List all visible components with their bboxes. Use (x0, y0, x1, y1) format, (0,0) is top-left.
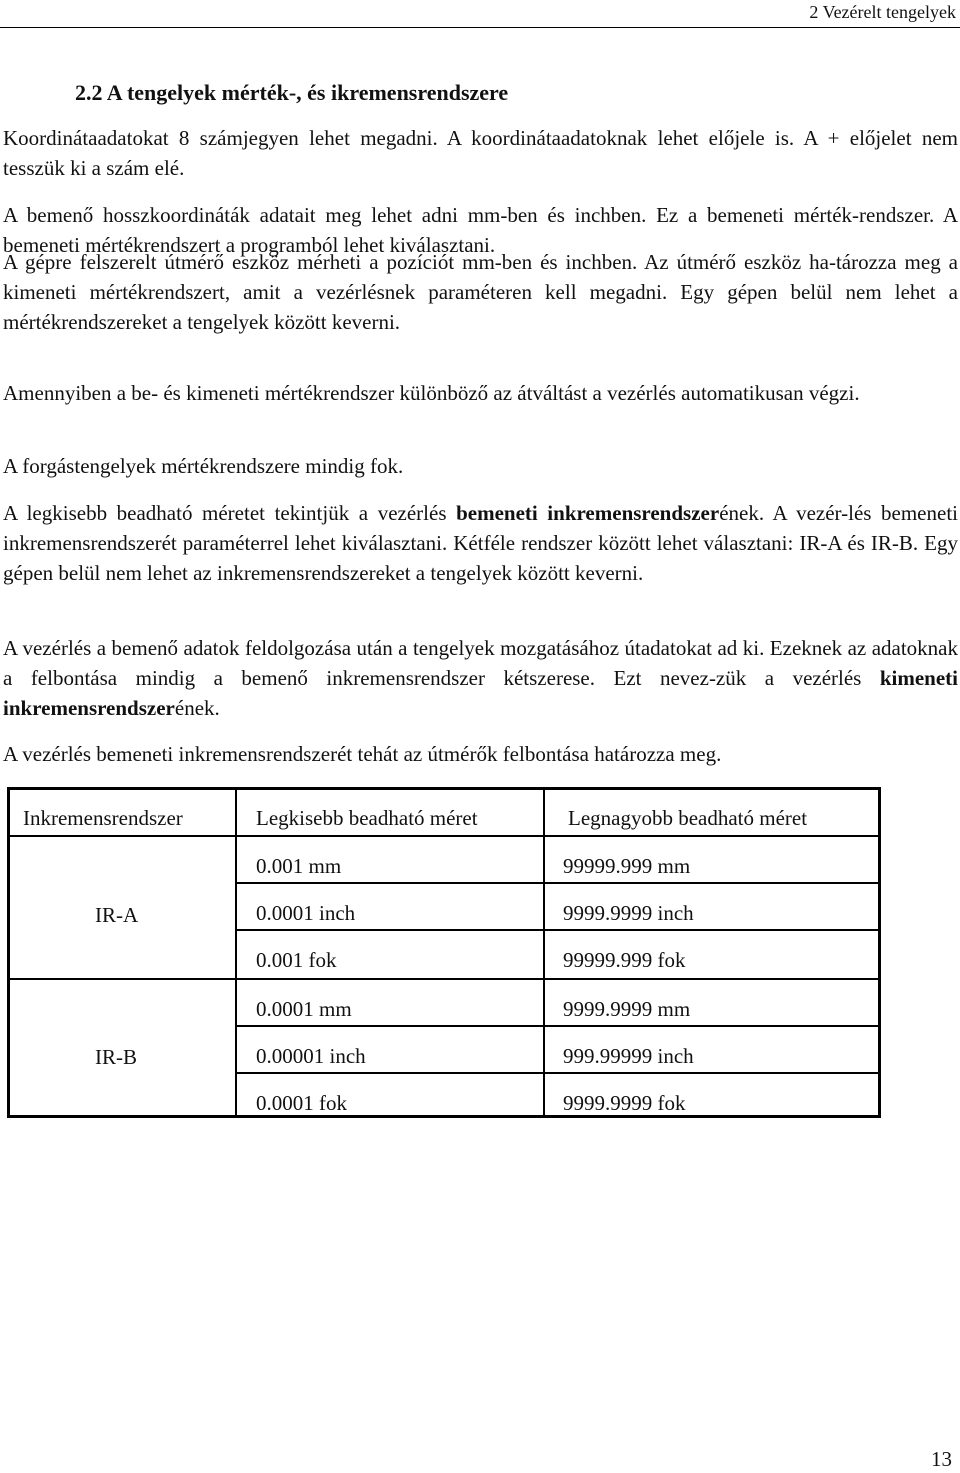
paragraph-output-units: A gépre felszerelt útmérő eszköz mérheti a pozíciót mm-ben és inchben. Az útmérő eszköz ha-tározza meg a kimeneti mértékrendszert, amit a vezérlésnek paraméteren kell megadni. Egy gépen belül nem lehet a mértékrendszereket a tengelyek között keverni. (3, 250, 958, 334)
paragraph-input-increment: A legkisebb beadható méretet tekintjük a vezérlés bemeneti inkremensrendszerének. A vezér-lés bemeneti inkremensrendszerét paraméterrel lehet kiválasztani. Kétféle rendszer között lehet választani: IR-A és IR-B. Egy gépen belül nem lehet az inkremensrendszereket a tengelyek között keverni. (3, 501, 958, 585)
paragraph-coordinate-digits: Koordinátaadatokat 8 számjegyen lehet megadni. A koordinátaadatoknak lehet előjele is. A + előjelet nem tesszük ki a szám elé. (3, 126, 958, 180)
paragraph-input-units: A bemenő hosszkoordináták adatait meg lehet adni mm-ben és inchben. Ez a bemeneti mérték-rendszer. A bemeneti mértékrendszert a programból lehet kiválasztani. (3, 203, 958, 257)
column-divider (235, 790, 237, 1115)
table-cell: 0.0001 mm (256, 997, 352, 1021)
term-input-increment: bemeneti inkremensrendszer (456, 501, 720, 525)
table-cell: 9999.9999 inch (563, 901, 694, 925)
table-cell: 0.001 mm (256, 854, 342, 878)
table-cell: 99999.999 fok (563, 948, 686, 972)
row-divider (235, 929, 878, 931)
header-min-value: Legkisebb beadható méret (256, 806, 478, 830)
system-ir-b: IR-B (95, 1045, 137, 1069)
row-divider (235, 1025, 878, 1027)
increment-system-table (7, 787, 881, 1118)
paragraph-resolution: A vezérlés bemeneti inkremensrendszerét tehát az útmérők felbontása határozza meg. (3, 742, 722, 766)
paragraph-rotary-axes: A forgástengelyek mértékrendszere mindig fok. (3, 454, 404, 478)
row-divider (235, 1072, 878, 1074)
system-ir-a: IR-A (95, 903, 139, 927)
group-divider (10, 978, 878, 980)
section-title: 2.2 A tengelyek mérték-, és ikremensrendszere (75, 80, 509, 105)
table-cell: 0.0001 fok (256, 1091, 347, 1115)
header-max-value: Legnagyobb beadható méret (568, 806, 808, 830)
header-increment-system: Inkremensrendszer (23, 806, 183, 830)
term-output-increment: kimeneti inkremensrendszer (3, 666, 958, 720)
table-cell: 999.99999 inch (563, 1044, 694, 1068)
paragraph-output-increment: A vezérlés a bemenő adatok feldolgozása után a tengelyek mozgatásához útadatokat ad ki. Ezeknek az adatoknak a felbontása mindig a bemenő inkremensrendszer kétszerese. Ezt nevez-zük a vezérlés kimeneti inkremensrendszerének. (3, 636, 958, 720)
row-divider (235, 882, 878, 884)
table-cell: 0.00001 inch (256, 1044, 366, 1068)
page-number: 13 (931, 1447, 952, 1471)
table-cell: 0.0001 inch (256, 901, 356, 925)
table-cell: 9999.9999 fok (563, 1091, 686, 1115)
header-rule (0, 27, 960, 28)
table-cell: 99999.999 mm (563, 854, 691, 878)
running-header: 2 Vezérelt tengelyek (809, 2, 956, 22)
table-cell: 9999.9999 mm (563, 997, 691, 1021)
header-divider (10, 835, 878, 837)
table-cell: 0.001 fok (256, 948, 337, 972)
column-divider (543, 790, 545, 1115)
paragraph-automatic-conversion: Amennyiben a be- és kimeneti mértékrendszer különböző az átváltást a vezérlés automatikusan végzi. (3, 381, 860, 405)
